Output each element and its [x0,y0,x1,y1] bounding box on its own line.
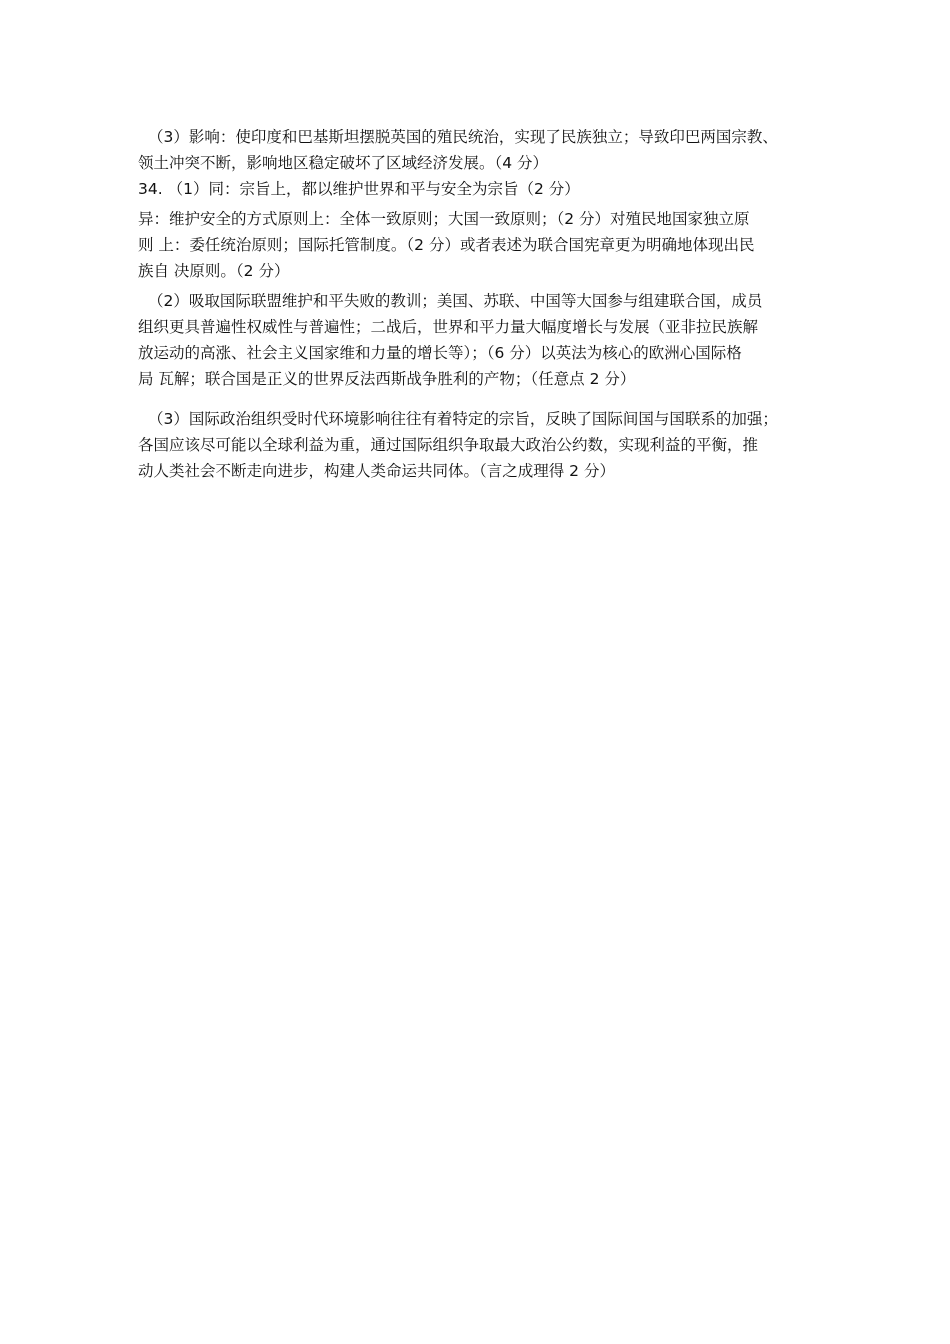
answer-34-2 [138,288,818,392]
answer-text-body [138,124,818,484]
text-line: 则 上：委任统治原则；国际托管制度。（2 分）或者表述为联合国宪章更为明确地体现出民 [138,236,755,254]
text-line: 组织更具普遍性权威性与普遍性；二战后，世界和平力量大幅度增长与发展（亚非拉民族解 [138,318,759,336]
text-line: 各国应该尽可能以全球利益为重，通过国际组织争取最大政治公约数，实现利益的平衡，推 [138,436,759,454]
text-line: 族自 决原则。（2 分） [138,262,290,280]
text-line: （2）吸取国际联盟维护和平失败的教训；美国、苏联、中国等大国参与组建联合国，成员 [148,292,763,310]
answer-34-1-same [138,176,818,202]
answer-34-1-different [138,206,818,284]
text-line: （3）影响：使印度和巴基斯坦摆脱英国的殖民统治，实现了民族独立；导致印巴两国宗教、 [148,128,778,146]
text-line: 领土冲突不断，影响地区稳定破坏了区域经济发展。（4 分） [138,154,549,172]
text-line: 动人类社会不断走向进步，构建人类命运共同体。（言之成理得 2 分） [138,462,615,480]
text-line: 34. （1）同：宗旨上，都以维护世界和平与安全为宗旨（2 分） [138,180,580,198]
text-line: （3）国际政治组织受时代环境影响往往有着特定的宗旨，反映了国际间国与国联系的加强； [148,410,778,428]
text-line: 局 瓦解；联合国是正义的世界反法西斯战争胜利的产物；（任意点 2 分） [138,370,636,388]
answer-34-3 [138,406,818,484]
answer-section-3-impact [138,124,818,176]
text-line: 异：维护安全的方式原则上：全体一致原则；大国一致原则；（2 分）对殖民地国家独立原 [138,210,750,228]
text-line: 放运动的高涨、社会主义国家维和力量的增长等）；（6 分）以英法为核心的欧洲心国际格 [138,344,742,362]
